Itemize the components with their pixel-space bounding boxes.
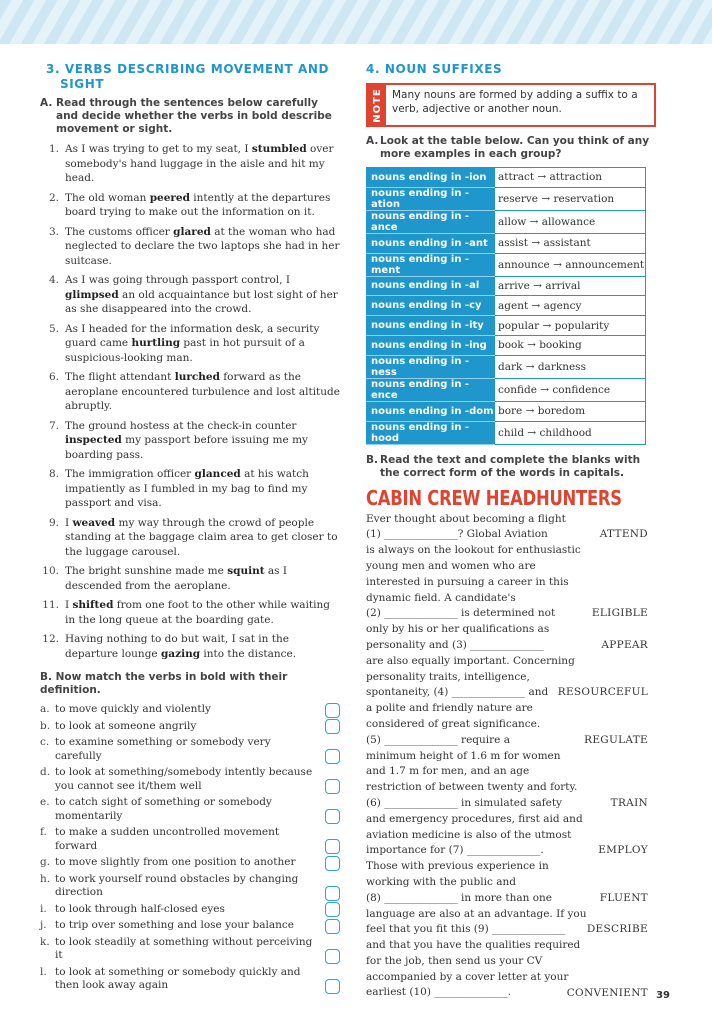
bold-verb: peered <box>149 191 190 204</box>
sentence-text <box>65 564 340 593</box>
sentence-text <box>65 225 340 269</box>
bold-verb: stumbled <box>251 143 307 155</box>
cloze-line: (6) ______________ in simulated safety <box>366 796 562 809</box>
bold-verb: lurched <box>174 371 220 383</box>
definition-item <box>40 966 340 993</box>
sentence-pre: I <box>65 599 73 611</box>
suffix-example: attract → attraction <box>495 168 646 188</box>
suffix-type: nouns ending in -cy <box>367 296 495 316</box>
cloze-line: young men and women who are <box>366 559 536 572</box>
cloze-line: (8) ______________ in more than one <box>366 891 552 904</box>
definition-text: to work yourself round obstacles by changing direction <box>55 872 299 898</box>
suffix-row <box>367 210 646 233</box>
section-verbs-movement-sight <box>40 62 340 996</box>
cloze-line: feel that you fit this (9) ______________ <box>366 923 566 936</box>
suffix-row <box>367 401 646 421</box>
definition-letter: c. <box>40 736 50 748</box>
sentence-text <box>65 273 340 317</box>
definition-text: to trip over something and lose your balance <box>55 919 294 931</box>
answer-checkbox[interactable] <box>325 856 340 871</box>
sentence-text <box>65 516 340 560</box>
keyword-capitals: ATTEND <box>599 528 648 541</box>
suffix-type: nouns ending in -ing <box>367 335 495 355</box>
suffix-example: book → booking <box>495 335 646 355</box>
definition-item <box>40 936 340 963</box>
cloze-line: accompanied by a cover letter at your <box>366 970 569 983</box>
cloze-line: Those with previous experience in <box>366 860 549 873</box>
definition-text: to look through half-closed eyes <box>55 902 225 915</box>
section-4a-text: Look at the table below. Can you think of any more examples in each group? <box>380 135 650 160</box>
note-box <box>366 83 656 127</box>
cloze-line: language are also at an advantage. If you <box>366 907 587 920</box>
section-4b-label: B. <box>366 453 378 466</box>
definition-text: to look at someone angrily <box>55 719 197 732</box>
keyword-capitals: REGULATE <box>584 733 648 746</box>
sentence-post: at the woman who had neglected to declare the two laptops she had in her suitcase. <box>65 225 340 267</box>
suffix-example: allow → allowance <box>495 210 646 233</box>
sentence-number: 4. <box>48 274 59 286</box>
cloze-line: interested in pursuing a career in this <box>366 575 569 588</box>
suffix-row <box>367 187 646 210</box>
note-text: Many nouns are formed by adding a suffix to a verb, adjective or another noun. <box>392 89 638 115</box>
cloze-line: (1) ______________? Global Aviation <box>366 528 548 541</box>
keyword-capitals: TRAIN <box>610 796 648 809</box>
suffix-type: nouns ending in -ness <box>367 355 495 378</box>
cloze-line: minimum height of 1.6 m for women <box>366 749 561 762</box>
sentence-item <box>40 564 340 593</box>
suffix-type: nouns ending in -ance <box>367 210 495 233</box>
definition-letter: a. <box>40 703 50 715</box>
definition-item <box>40 766 340 793</box>
bold-verb: glanced <box>194 468 241 480</box>
sentence-post: as I descended from the aeroplane. <box>65 565 288 592</box>
section-3-title <box>40 62 340 92</box>
suffix-example: reserve → reservation <box>495 187 646 210</box>
keyword-capitals: RESOURCEFUL <box>557 686 648 699</box>
cloze-line: personality and (3) ______________ <box>366 638 544 651</box>
sentence-pre: The flight attendant <box>65 371 175 383</box>
sentence-item <box>40 273 340 317</box>
sentence-number: 12. <box>42 633 59 645</box>
bold-verb: squint <box>227 565 265 577</box>
suffix-example: arrive → arrival <box>495 276 646 296</box>
section-3a-label: A. <box>40 97 53 109</box>
sentence-number: 5. <box>48 322 59 335</box>
sentence-item <box>40 598 340 627</box>
section-3b-instructions: B. Now match the verbs in bold with their definition. <box>40 671 288 696</box>
definition-letter: e. <box>40 796 50 808</box>
sentence-pre: The immigration officer <box>65 468 195 480</box>
sentence-item <box>40 419 340 463</box>
suffix-row <box>367 421 646 444</box>
definition-letter: l. <box>40 965 47 978</box>
cloze-line: is always on the lookout for enthusiastic <box>366 544 581 557</box>
answer-checkbox[interactable] <box>325 749 340 764</box>
sentence-post: my way through the crowd of people standing at the baggage claim area to get closer to the luggage carousel. <box>65 516 338 558</box>
sentence-item <box>40 516 340 560</box>
answer-checkbox[interactable] <box>325 703 340 718</box>
suffix-example: popular → popularity <box>495 316 646 336</box>
cloze-line: spontaneity, (4) ______________ and <box>366 686 549 699</box>
note-tag <box>368 85 386 125</box>
suffix-type: nouns ending in -al <box>367 276 495 296</box>
sentence-number: 8. <box>48 468 59 480</box>
sentence-pre: The customs officer <box>65 225 174 238</box>
sentence-pre: As I was trying to get to my seat, I <box>65 143 252 155</box>
definition-text: to look at something/somebody intently because you cannot see it/them well <box>55 766 313 792</box>
section-3-title-line1: 3. VERBS DESCRIBING MOVEMENT AND <box>46 62 330 76</box>
sentence-pre: Having nothing to do but wait, I sat in the departure lounge <box>65 633 289 660</box>
sentence-number: 9. <box>48 516 59 529</box>
section-3a-instructions <box>40 97 340 136</box>
definition-item <box>40 796 340 823</box>
suffix-row <box>367 296 646 316</box>
suffix-row <box>367 316 646 336</box>
suffix-table <box>366 167 646 445</box>
cloze-line: are also equally important. Concerning <box>366 654 575 667</box>
cloze-line: (2) ______________ is determined not <box>366 607 556 620</box>
bold-verb: glared <box>173 225 211 238</box>
sentence-text <box>65 322 340 366</box>
suffix-type: nouns ending in -ity <box>367 316 495 336</box>
suffix-type: nouns ending in -ion <box>367 168 495 188</box>
definition-item <box>40 873 340 900</box>
sentence-number: 3. <box>48 225 59 238</box>
suffix-type: nouns ending in -ation <box>367 187 495 210</box>
cloze-line: only by his or her qualifications as <box>366 623 550 636</box>
sentence-text <box>65 598 340 627</box>
decorative-header-band <box>0 0 712 44</box>
cloze-line: and 1.7 m for men, and an age <box>366 765 530 778</box>
sentence-post: my passport before issuing me my boarding pass. <box>65 434 308 461</box>
bold-verb: gazing <box>160 647 201 660</box>
definition-letter: d. <box>40 766 51 778</box>
definition-text: to examine something or somebody very carefully <box>55 736 271 762</box>
cloze-line: considered of great significance. <box>366 717 541 730</box>
suffix-example: assist → assistant <box>495 233 646 253</box>
sentence-pre: As I was going through passport control, I <box>65 274 290 286</box>
answer-checkbox[interactable] <box>325 779 340 794</box>
definition-item <box>40 736 340 763</box>
suffix-type: nouns ending in -ment <box>367 253 495 276</box>
sentence-post: from one foot to the other while waiting in the long queue at the boarding gate. <box>65 599 330 626</box>
definition-text: to move slightly from one position to another <box>55 856 296 868</box>
sentence-number: 11. <box>42 599 59 611</box>
section-noun-suffixes <box>366 62 656 1001</box>
keyword-capitals: APPEAR <box>601 638 648 651</box>
bold-verb: inspected <box>65 434 122 446</box>
sentence-number: 1. <box>48 143 59 155</box>
sentence-post: at his watch impatiently as I fumbled in my bag to find my passport and visa. <box>65 468 309 509</box>
sentence-list <box>40 142 340 661</box>
cloze-line: a polite and friendly nature are <box>366 702 533 715</box>
sentence-text <box>65 370 340 414</box>
suffix-row <box>367 168 646 188</box>
sentence-post: forward as the aeroplane encountered turbulence and lost altitude abruptly. <box>65 371 340 412</box>
answer-checkbox[interactable] <box>325 979 340 994</box>
suffix-row <box>367 233 646 253</box>
definition-letter: k. <box>40 935 50 948</box>
section-4a-instructions <box>366 135 656 161</box>
cloze-line: restriction of between twenty and forty. <box>366 781 578 794</box>
sentence-item <box>40 467 340 511</box>
suffix-row <box>367 335 646 355</box>
definition-letter: b. <box>40 719 51 732</box>
definition-item <box>40 720 340 734</box>
suffix-example: bore → boredom <box>495 401 646 421</box>
answer-checkbox[interactable] <box>325 719 340 734</box>
definition-letter: j. <box>40 919 47 931</box>
page-number: 39 <box>656 990 670 1001</box>
note-tag-text: NOTE <box>371 87 383 123</box>
sentence-number: 2. <box>48 191 59 204</box>
sentence-number: 10. <box>42 565 59 577</box>
sentence-text <box>65 467 340 511</box>
suffix-example: agent → agency <box>495 296 646 316</box>
definition-text: to make a sudden uncontrolled movement forward <box>55 826 280 852</box>
definition-item <box>40 903 340 917</box>
definition-item <box>40 826 340 853</box>
cloze-text <box>366 512 656 1002</box>
sentence-post: an old acquaintance but lost sight of her as she disappeared into the crowd. <box>65 288 338 315</box>
section-3a-text: Read through the sentences below carefully and decide whether the verbs in bold describe movement or sight. <box>56 97 332 135</box>
sentence-text <box>65 142 340 186</box>
suffix-example: dark → darkness <box>495 355 646 378</box>
suffix-type: nouns ending in -ant <box>367 233 495 253</box>
keyword-capitals: DESCRIBE <box>586 923 648 936</box>
sentence-post: intently at the departures board trying to make out the information on it. <box>65 191 331 218</box>
sentence-item <box>40 632 340 661</box>
definition-list <box>40 703 340 993</box>
section-4b-instructions <box>366 454 656 480</box>
suffix-type: nouns ending in -ence <box>367 378 495 401</box>
definition-text: to catch sight of something or somebody momentarily <box>55 796 272 822</box>
suffix-row <box>367 355 646 378</box>
keyword-capitals: EMPLOY <box>598 844 648 857</box>
suffix-example: announce → announcement <box>495 253 646 276</box>
cloze-line: for the job, then send us your CV <box>366 954 543 967</box>
definition-letter: h. <box>40 872 51 885</box>
sentence-pre: I <box>65 516 73 529</box>
bold-verb: weaved <box>72 516 116 529</box>
definition-item <box>40 703 340 717</box>
definition-text: to look at something or somebody quickly and then look away again <box>55 965 301 991</box>
answer-checkbox[interactable] <box>325 902 340 917</box>
cloze-title: CABIN CREW HEADHUNTERS <box>366 485 622 510</box>
cloze-line: earliest (10) ______________. <box>366 986 512 999</box>
sentence-item <box>40 142 340 186</box>
sentence-item <box>40 370 340 414</box>
sentence-pre: The ground hostess at the check-in counter <box>65 419 297 432</box>
sentence-item <box>40 322 340 366</box>
bold-verb: glimpsed <box>65 288 119 301</box>
cloze-line: and emergency procedures, first aid and <box>366 812 583 825</box>
suffix-example: confide → confidence <box>495 378 646 401</box>
section-3-title-line2: SIGHT <box>60 77 105 91</box>
cloze-line: Ever thought about becoming a flight <box>366 512 566 525</box>
cloze-line: working with the public and <box>366 875 516 888</box>
section-4a-label: A. <box>366 135 379 147</box>
keyword-capitals: ELIGIBLE <box>591 607 648 620</box>
sentence-text <box>65 419 340 463</box>
sentence-text <box>65 632 340 661</box>
sentence-item <box>40 191 340 220</box>
sentence-text <box>65 191 340 220</box>
suffix-type: nouns ending in -dom <box>367 401 495 421</box>
cloze-line: and that you have the qualities required <box>366 939 581 952</box>
keyword-capitals: CONVENIENT <box>566 986 648 999</box>
definition-letter: g. <box>40 856 51 868</box>
suffix-row <box>367 378 646 401</box>
definition-text: to look steadily at something without perceiving it <box>55 935 313 961</box>
cloze-line: aviation medicine is also of the utmost <box>366 828 572 841</box>
sentence-pre: The bright sunshine made me <box>65 565 228 577</box>
cloze-line: importance for (7) ______________. <box>366 844 544 857</box>
answer-checkbox[interactable] <box>325 886 340 901</box>
definition-letter: i. <box>40 902 47 915</box>
sentence-pre: The old woman <box>65 191 150 204</box>
suffix-row <box>367 276 646 296</box>
answer-checkbox[interactable] <box>325 809 340 824</box>
suffix-example: child → childhood <box>495 421 646 444</box>
sentence-pre: As I headed for the information desk, a security guard came <box>65 322 320 349</box>
definition-item <box>40 856 340 870</box>
sentence-post: into the distance. <box>200 647 297 660</box>
section-4-title: 4. NOUN SUFFIXES <box>366 62 503 76</box>
answer-checkbox[interactable] <box>325 839 340 854</box>
cloze-line: dynamic field. A candidate's <box>366 591 516 604</box>
sentence-post: past in hot pursuit of a suspicious-looking man. <box>65 337 305 364</box>
definition-letter: f. <box>40 826 47 838</box>
suffix-row <box>367 253 646 276</box>
bold-verb: shifted <box>72 599 114 611</box>
cloze-line: personality traits, intelligence, <box>366 670 530 683</box>
sentence-post: over somebody's hand luggage in the aisle and hit my head. <box>65 143 334 184</box>
keyword-capitals: FLUENT <box>599 891 648 904</box>
sentence-item <box>40 225 340 269</box>
suffix-type: nouns ending in -hood <box>367 421 495 444</box>
bold-verb: hurtling <box>131 337 181 349</box>
cloze-line: (5) ______________ require a <box>366 733 510 746</box>
definition-text: to move quickly and violently <box>55 703 211 715</box>
answer-checkbox[interactable] <box>325 919 340 934</box>
sentence-number: 6. <box>48 371 59 383</box>
section-4b-text: Read the text and complete the blanks with the correct form of the words in capitals. <box>380 453 641 479</box>
definition-item <box>40 919 340 933</box>
answer-checkbox[interactable] <box>325 949 340 964</box>
sentence-number: 7. <box>48 419 59 432</box>
